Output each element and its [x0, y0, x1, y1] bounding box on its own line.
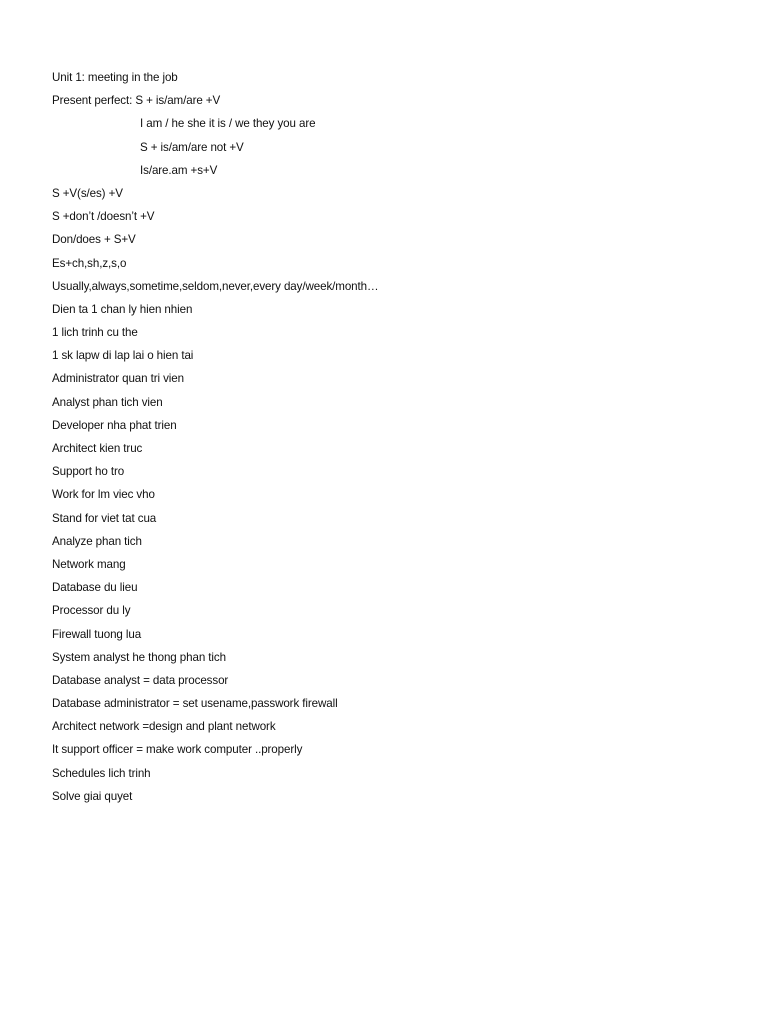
vocabulary-line: Firewall tuong lua — [52, 627, 142, 641]
note-line: 1 lich trinh cu the — [52, 326, 138, 340]
grammar-rule: Don/does + S+V — [52, 233, 136, 247]
grammar-rule-indented: S + is/am/are not +V — [140, 140, 244, 154]
grammar-rule: S +V(s/es) +V — [52, 186, 123, 200]
note-line: Usually,always,sometime,seldom,never,every day/week/month… — [52, 279, 379, 293]
vocabulary-line: Database du lieu — [52, 581, 138, 595]
vocabulary-line: Schedules lich trinh — [52, 766, 151, 780]
vocabulary-line: It support officer = make work computer ..properly — [52, 743, 303, 757]
grammar-rule-indented: Is/are.am +s+V — [140, 163, 218, 177]
grammar-rule: S +don’t /doesn’t +V — [52, 210, 155, 224]
vocabulary-line: Architect network =design and plant network — [52, 720, 276, 734]
vocabulary-line: Database analyst = data processor — [52, 673, 229, 687]
grammar-rule: Present perfect: S + is/am/are +V — [52, 94, 221, 108]
grammar-rule-indented: I am / he she it is / we they you are — [140, 117, 316, 131]
vocabulary-line: Developer nha phat trien — [52, 418, 177, 432]
vocabulary-line: Analyst phan tich vien — [52, 395, 163, 409]
vocabulary-line: Work for lm viec vho — [52, 488, 155, 502]
note-line: 1 sk lapw di lap lai o hien tai — [52, 349, 194, 363]
vocabulary-line: Analyze phan tich — [52, 534, 142, 548]
grammar-rule: Es+ch,sh,z,s,o — [52, 256, 127, 270]
vocabulary-line: Administrator quan tri vien — [52, 372, 184, 386]
vocabulary-line: Database administrator = set usename,passwork firewall — [52, 697, 338, 711]
notes-body — [52, 66, 732, 808]
vocabulary-line: Architect kien truc — [52, 442, 143, 455]
vocabulary-line: Solve giai quyet — [52, 789, 133, 803]
vocabulary-line: Stand for viet tat cua — [52, 511, 157, 525]
vocabulary-line: Processor du ly — [52, 604, 131, 618]
vocabulary-line: System analyst he thong phan tich — [52, 650, 226, 664]
vocabulary-line: Network mang — [52, 557, 126, 571]
vocabulary-line: Support ho tro — [52, 465, 125, 479]
unit-title: Unit 1: meeting in the job — [52, 71, 178, 84]
note-line: Dien ta 1 chan ly hien nhien — [52, 302, 193, 316]
